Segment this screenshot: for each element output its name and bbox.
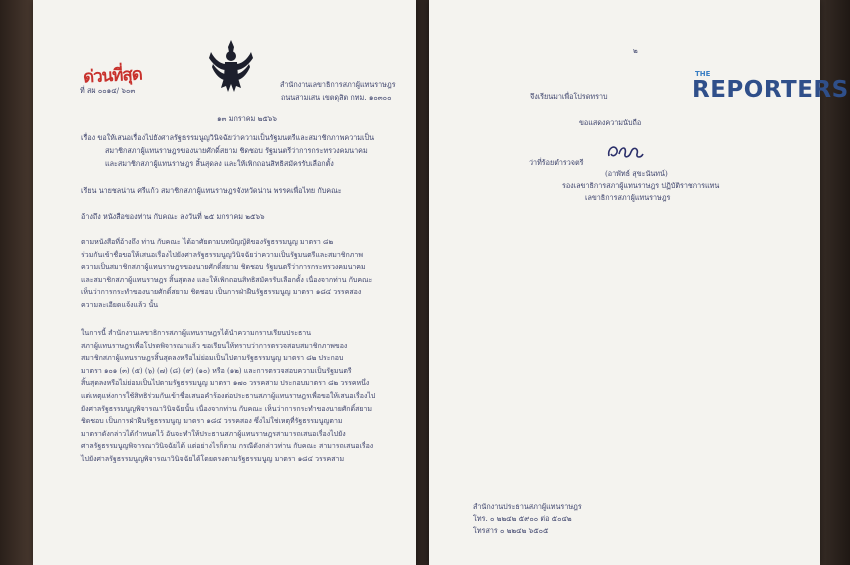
body-paragraph-1: ตามหนังสือที่อ้างถึง ท่าน กับคณะ ได้อาศัยตามบทบัญญัติของรัฐธรรมนูญ มาตรา ๘๒ ร่วมกันเข้าชื่อขอให้เสนอเรื่องไปยังศาลรัฐธรรมนูญวินิจฉัยว่าความเป็นรัฐมนตรีและสมาชิกภาพ ความเป็นสมาชิกสภาผู้แทนราษฎรของนายศักดิ์สยาม ชิดชอบ รัฐมนตรีว่าการกระทรวงคมนาคม และสมาชิกสภาผู้แทนราษฎร สิ้นสุดลง และให้เพิกถอนสิทธิสมัครรับเลือกตั้ง เนื่องจากท่าน กับคณะ เห็นว่าการกระทำของนายศักดิ์สยาม ชิดชอบ เป็นการฝ่าฝืนรัฐธรรมนูญ มาตรา ๑๘๔ วรรคสอง ความละเอียดแจ้งแล้ว นั้น: [81, 238, 373, 309]
logo-small-text: THE: [695, 70, 711, 78]
office-name: สำนักงานเลขาธิการสภาผู้แทนราษฎร: [280, 80, 396, 89]
subject-line-2: สมาชิกสภาผู้แทนราษฎรของนายศักดิ์สยาม ชิดชอบ รัฐมนตรีว่าการกระทรวงคมนาคม: [105, 146, 368, 155]
regards-line: ขอแสดงความนับถือ: [579, 118, 642, 127]
letter-page-1: [33, 0, 416, 565]
document-number: ที่ สผ ๐๐๑๔/ ๖๐๓: [80, 86, 136, 95]
recipient-line: เรียน นายชลน่าน ศรีแก้ว สมาชิกสภาผู้แทนราษฎรจังหวัดน่าน พรรคเพื่อไทย กับคณะ: [81, 186, 342, 195]
footer-office: สำนักงานประธานสภาผู้แทนราษฎร: [473, 502, 582, 511]
reference-line: อ้างถึง หนังสือของท่าน กับคณะ ลงวันที่ ๒๕ มกราคม ๒๕๖๖: [81, 212, 265, 221]
subject-line-1: เรื่อง ขอให้เสนอเรื่องไปยังศาลรัฐธรรมนูญวินิจฉัยว่าความเป็นรัฐมนตรีและสมาชิกภาพความเป็น: [81, 133, 374, 142]
urgent-stamp: ด่วนที่สุด: [82, 64, 143, 88]
footer-telephone: โทร. ๐ ๒๒๔๒ ๕๙๐๐ ต่อ ๕๐๔๒: [473, 514, 572, 523]
office-address: ถนนสามเสน เขตดุสิต กทม. ๑๐๓๐๐: [281, 93, 392, 102]
signatory-name: (อาพัทธ์ สุขะนันทน์): [605, 169, 668, 178]
acting-officer-title: ว่าที่ร้อยตำรวจตรี: [529, 158, 584, 167]
letter-date: ๑๓ มกราคม ๒๕๖๖: [217, 114, 277, 123]
the-reporters-logo: [692, 70, 849, 110]
signature-icon: [605, 140, 645, 164]
page-number: ๒: [633, 46, 638, 55]
footer-fax: โทรสาร ๐ ๒๒๔๒ ๖๕๐๕: [473, 526, 549, 535]
closing-request: จึงเรียนมาเพื่อโปรดทราบ: [530, 92, 608, 101]
logo-name: REPORTERS: [692, 77, 849, 103]
garuda-emblem-icon: [207, 38, 255, 94]
subject-line-3: และสมาชิกสภาผู้แทนราษฎร สิ้นสุดลง และให้เพิกถอนสิทธิสมัครรับเลือกตั้ง: [105, 159, 334, 168]
body-paragraph-2: ในการนี้ สำนักงานเลขาธิการสภาผู้แทนราษฎรได้นำความกราบเรียนประธาน สภาผู้แทนราษฎรเพื่อโปรดพิจารณาแล้ว ขอเรียนให้ทราบว่าการตรวจสอบสมาชิกภาพของ สมาชิกสภาผู้แทนราษฎรสิ้นสุดลงหรือไม่ย่อมเป็นไปตามรัฐธรรมนูญ มาตรา ๘๒ ประกอบ มาตรา ๑๐๑ (๓) (๕) (๖) (๗) (๘) (๙) (๑๐) หรือ (๑๒) และการตรวจสอบความเป็นรัฐมนตรี สิ้นสุดลงหรือไม่ย่อมเป็นไปตามรัฐธรรมนูญ มาตรา ๑๗๐ วรรคสาม ประกอบมาตรา ๘๒ วรรคหนึ่ง แต่เหตุแห่งการใช้สิทธิร่วมกันเข้าชื่อเสนอคำร้องต่อประธานสภาผู้แทนราษฎรเพื่อขอให้เสนอเรื่องไป ยังศาลรัฐธรรมนูญพิจารณาวินิจฉัยนั้น เนื่องจากท่าน กับคณะ เห็นว่าการกระทำของนายศักดิ์สยาม ชิดชอบ เป็นการฝ่าฝืนรัฐธรรมนูญ มาตรา ๑๘๔ วรรคสอง ซึ่งไม่ใช่เหตุที่รัฐธรรมนูญตาม มาตราดังกล่าวได้กำหนดไว้ อันจะทำให้ประธานสภาผู้แทนราษฎรสามารถเสนอเรื่องไปยัง ศาลรัฐธรรมนูญพิจารณาวินิจฉัยได้ แต่อย่างไรก็ตาม กรณีดังกล่าวท่าน กับคณะ สามารถเสนอเรื่อง ไปยังศาลรัฐธรรมนูญพิจารณาวินิจฉัยได้โดยตรงตามรัฐธรรมนูญ มาตรา ๑๘๔ วรรคสาม: [81, 329, 376, 463]
signatory-position-2: เลขาธิการสภาผู้แทนราษฎร: [585, 193, 671, 202]
signatory-position-1: รองเลขาธิการสภาผู้แทนราษฎร ปฏิบัติราชการแทน: [562, 181, 720, 190]
